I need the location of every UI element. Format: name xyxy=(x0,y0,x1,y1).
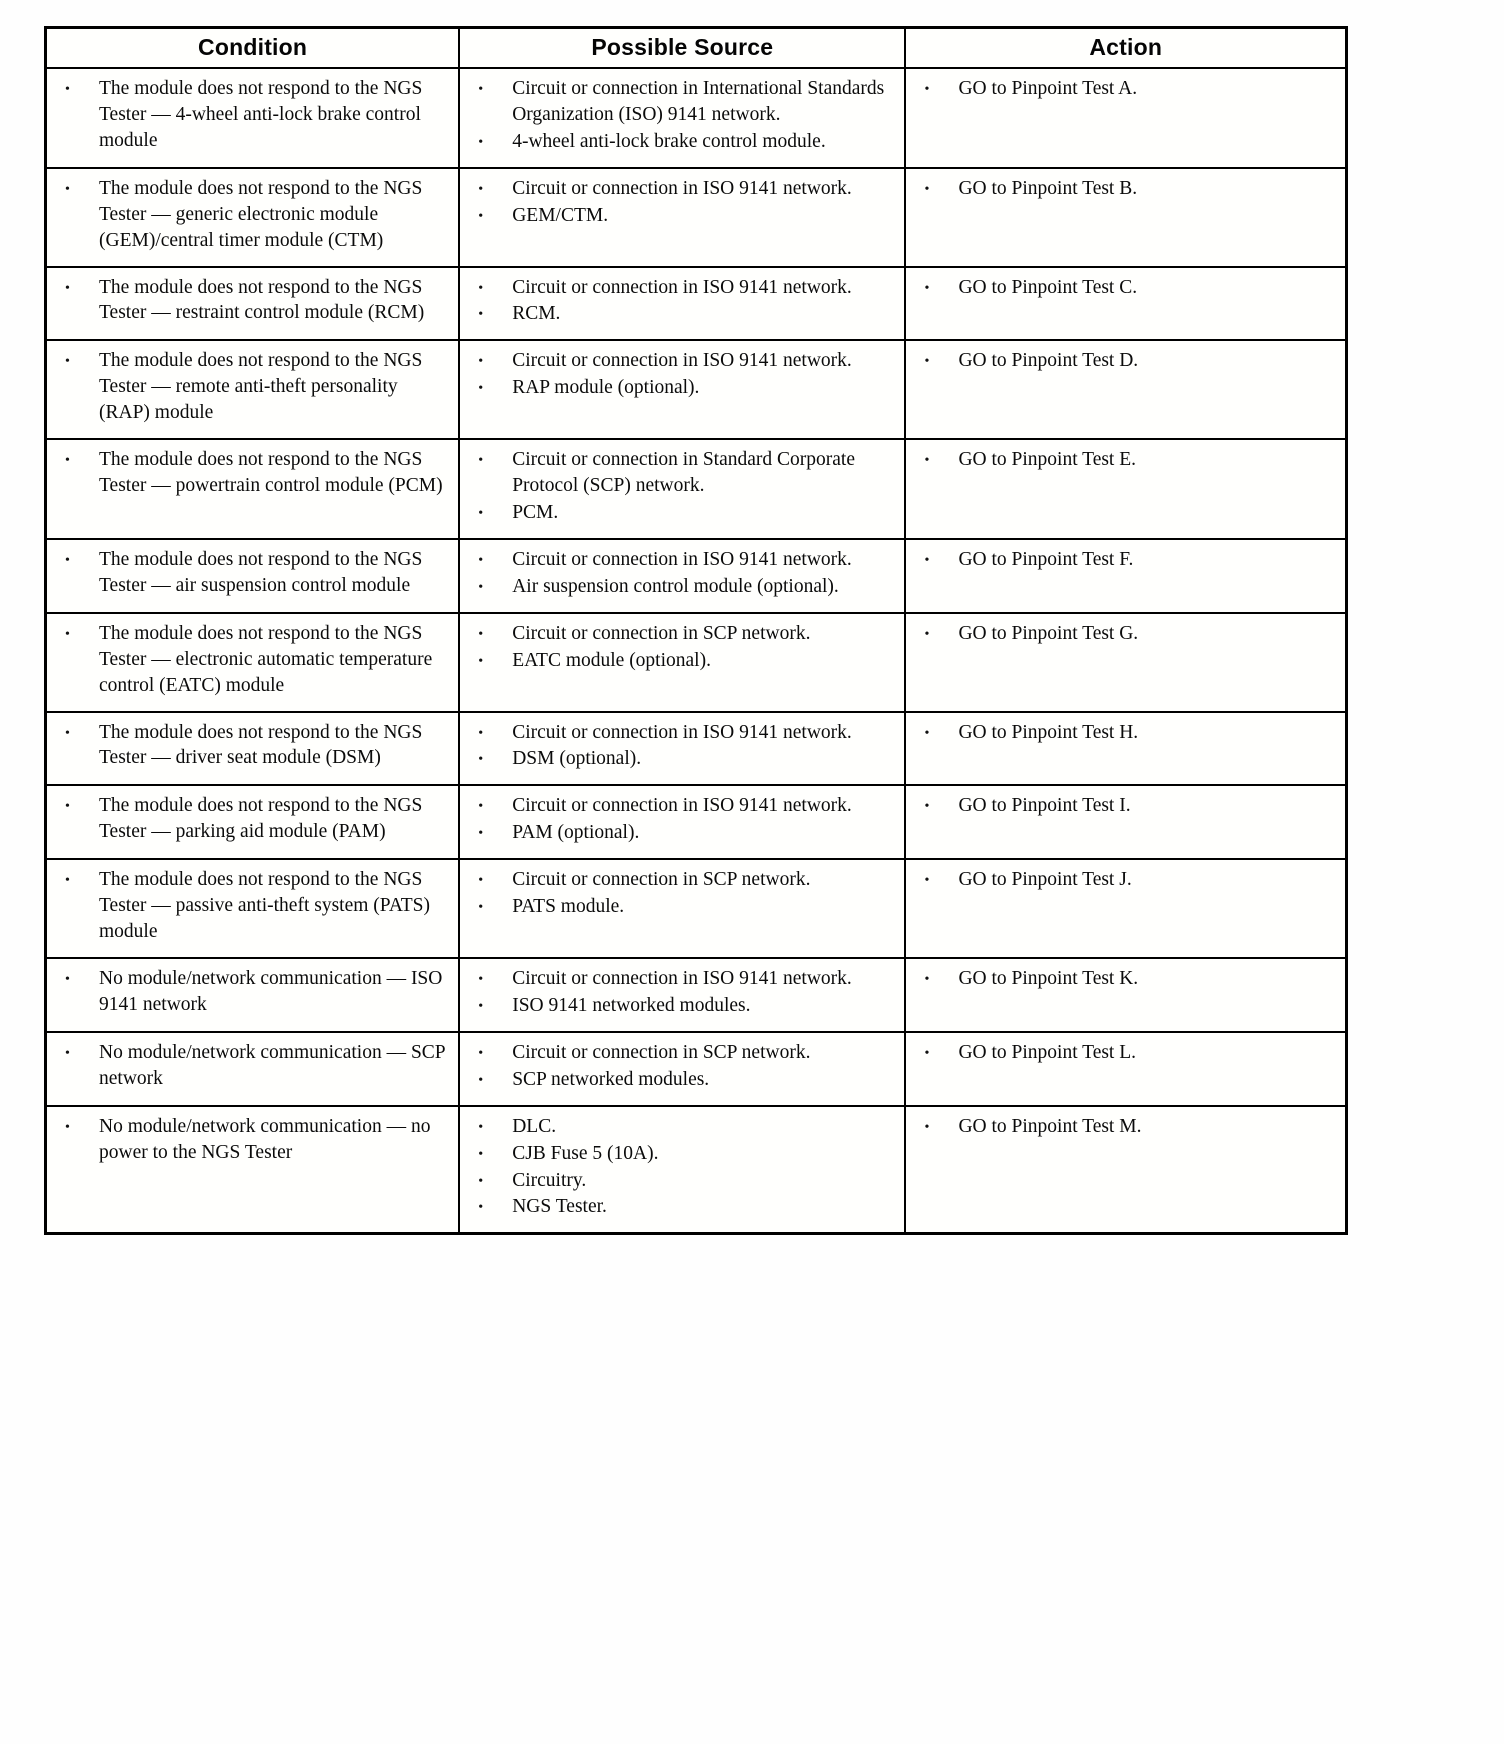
header-condition: Condition xyxy=(46,28,460,69)
source-text: ISO 9141 networked modules. xyxy=(512,994,751,1016)
action-cell xyxy=(905,340,1346,439)
source-text: Circuit or connection in SCP network. xyxy=(512,1041,811,1063)
bullet-icon: • xyxy=(478,505,484,521)
source-text: NGS Tester. xyxy=(512,1196,607,1218)
source-text: PCM. xyxy=(512,501,559,523)
source-text: DSM (optional). xyxy=(512,748,642,770)
condition-cell xyxy=(46,712,460,786)
bullet-icon: • xyxy=(478,826,484,842)
action-item xyxy=(920,447,1333,473)
bullet-icon: • xyxy=(478,1045,484,1061)
source-item xyxy=(474,574,892,600)
condition-text: The module does not respond to the NGS Tester — passive anti-theft system (PATS) module xyxy=(99,869,430,943)
table-body xyxy=(46,68,1347,1234)
source-text: GEM/CTM. xyxy=(512,204,609,226)
condition-text: The module does not respond to the NGS Tester — electronic automatic temperature control (EATC) module xyxy=(99,622,433,696)
table-row xyxy=(46,267,1347,341)
condition-cell xyxy=(46,340,460,439)
table-row xyxy=(46,859,1347,958)
source-text: Circuit or connection in ISO 9141 network. xyxy=(512,795,852,817)
source-text: PAM (optional). xyxy=(512,822,640,844)
action-text: GO to Pinpoint Test D. xyxy=(958,350,1139,372)
source-cell xyxy=(459,168,905,267)
header-row xyxy=(46,28,1347,69)
bullet-icon: • xyxy=(65,1045,70,1061)
bullet-icon: • xyxy=(478,280,484,296)
bullet-icon: • xyxy=(478,799,484,815)
bullet-icon: • xyxy=(478,1200,484,1216)
condition-text: The module does not respond to the NGS Tester — driver seat module (DSM) xyxy=(99,721,423,769)
source-item xyxy=(474,1168,892,1194)
bullet-icon: • xyxy=(478,1146,484,1162)
bullet-icon: • xyxy=(65,181,70,197)
condition-item xyxy=(61,966,446,1018)
bullet-icon: • xyxy=(478,752,484,768)
action-item xyxy=(920,1040,1333,1066)
source-item xyxy=(474,76,892,128)
action-item xyxy=(920,621,1333,647)
action-item xyxy=(920,348,1333,374)
condition-item xyxy=(61,621,446,699)
condition-cell xyxy=(46,1032,460,1106)
condition-text: No module/network communication — ISO 9141 network xyxy=(99,967,443,1015)
source-text: Circuit or connection in ISO 9141 network. xyxy=(512,548,852,570)
bullet-icon: • xyxy=(65,453,70,469)
condition-cell xyxy=(46,68,460,168)
action-text: GO to Pinpoint Test E. xyxy=(958,449,1137,471)
condition-item xyxy=(61,447,446,499)
action-text: GO to Pinpoint Test C. xyxy=(958,276,1138,298)
source-cell xyxy=(459,859,905,958)
condition-text: No module/network communication — SCP network xyxy=(99,1041,445,1089)
condition-cell xyxy=(46,1106,460,1234)
bullet-icon: • xyxy=(478,208,484,224)
source-cell xyxy=(459,267,905,341)
source-text: RCM. xyxy=(512,303,561,325)
action-cell xyxy=(905,712,1346,786)
action-item xyxy=(920,867,1333,893)
action-item xyxy=(920,547,1333,573)
condition-cell xyxy=(46,613,460,712)
condition-cell xyxy=(46,958,460,1032)
bullet-icon: • xyxy=(478,725,484,741)
source-item xyxy=(474,301,892,327)
source-item xyxy=(474,547,892,573)
source-cell xyxy=(459,1106,905,1234)
source-text: Circuit or connection in International Standards Organization (ISO) 9141 network. xyxy=(512,78,885,125)
condition-item xyxy=(61,76,446,154)
bullet-icon: • xyxy=(478,998,484,1014)
source-text: Circuit or connection in ISO 9141 network. xyxy=(512,276,852,298)
bullet-icon: • xyxy=(65,82,70,97)
source-item xyxy=(474,176,892,202)
source-item xyxy=(474,1194,892,1220)
source-text: EATC module (optional). xyxy=(512,649,711,671)
bullet-icon: • xyxy=(924,181,930,197)
table-row xyxy=(46,785,1347,859)
bullet-icon: • xyxy=(924,1119,930,1135)
bullet-icon: • xyxy=(924,626,930,642)
condition-text: The module does not respond to the NGS Tester — parking aid module (PAM) xyxy=(99,795,423,843)
source-text: Circuit or connection in SCP network. xyxy=(512,869,811,891)
condition-text: The module does not respond to the NGS Tester — remote anti-theft personality (RAP) module xyxy=(99,350,423,424)
action-text: GO to Pinpoint Test B. xyxy=(958,177,1138,199)
source-cell xyxy=(459,539,905,613)
bullet-icon: • xyxy=(478,453,484,469)
table-row xyxy=(46,1106,1347,1234)
condition-text: The module does not respond to the NGS Tester — air suspension control module xyxy=(99,548,423,596)
condition-text: The module does not respond to the NGS Tester — restraint control module (RCM) xyxy=(99,276,425,324)
bullet-icon: • xyxy=(478,579,484,595)
source-item xyxy=(474,275,892,301)
source-text: Circuitry. xyxy=(512,1169,587,1191)
condition-cell xyxy=(46,785,460,859)
source-cell xyxy=(459,613,905,712)
source-item xyxy=(474,648,892,674)
action-text: GO to Pinpoint Test K. xyxy=(958,967,1139,989)
condition-cell xyxy=(46,539,460,613)
bullet-icon: • xyxy=(478,1072,484,1088)
source-item xyxy=(474,720,892,746)
source-text: DLC. xyxy=(512,1115,557,1137)
condition-text: The module does not respond to the NGS Tester — 4-wheel anti-lock brake control module xyxy=(99,78,423,151)
condition-cell xyxy=(46,859,460,958)
source-cell xyxy=(459,1032,905,1106)
bullet-icon: • xyxy=(924,453,930,469)
action-item xyxy=(920,275,1333,301)
condition-cell xyxy=(46,168,460,267)
action-cell xyxy=(905,1032,1346,1106)
source-cell xyxy=(459,68,905,168)
condition-text: The module does not respond to the NGS Tester — powertrain control module (PCM) xyxy=(99,449,443,497)
condition-item xyxy=(61,275,446,327)
bullet-icon: • xyxy=(65,354,70,370)
condition-cell xyxy=(46,267,460,341)
bullet-icon: • xyxy=(478,1173,484,1189)
diagnostic-table xyxy=(44,26,1348,1235)
header-possible-source: Possible Source xyxy=(459,28,905,69)
bullet-icon: • xyxy=(924,873,930,889)
table-row xyxy=(46,613,1347,712)
source-item xyxy=(474,1040,892,1066)
bullet-icon: • xyxy=(65,725,70,741)
bullet-icon: • xyxy=(478,307,484,323)
condition-item xyxy=(61,867,446,945)
action-text: GO to Pinpoint Test F. xyxy=(958,548,1134,570)
table-row xyxy=(46,539,1347,613)
bullet-icon: • xyxy=(924,354,930,370)
action-cell xyxy=(905,539,1346,613)
source-text: Circuit or connection in ISO 9141 network. xyxy=(512,350,852,372)
action-text: GO to Pinpoint Test J. xyxy=(958,869,1132,891)
bullet-icon: • xyxy=(65,552,70,568)
source-item xyxy=(474,203,892,229)
source-text: Circuit or connection in ISO 9141 network. xyxy=(512,721,852,743)
action-text: GO to Pinpoint Test L. xyxy=(958,1041,1137,1063)
action-cell xyxy=(905,267,1346,341)
action-cell xyxy=(905,439,1346,539)
source-cell xyxy=(459,439,905,539)
source-item xyxy=(474,746,892,772)
action-item xyxy=(920,966,1333,992)
source-item xyxy=(474,894,892,920)
action-item xyxy=(920,176,1333,202)
action-cell xyxy=(905,613,1346,712)
condition-item xyxy=(61,176,446,254)
action-item xyxy=(920,720,1333,746)
source-text: SCP networked modules. xyxy=(512,1068,710,1090)
bullet-icon: • xyxy=(924,552,930,568)
bullet-icon: • xyxy=(65,280,70,296)
source-text: CJB Fuse 5 (10A). xyxy=(512,1142,659,1164)
action-cell xyxy=(905,958,1346,1032)
action-text: GO to Pinpoint Test G. xyxy=(958,622,1139,644)
action-cell xyxy=(905,168,1346,267)
bullet-icon: • xyxy=(478,653,484,669)
source-item xyxy=(474,1067,892,1093)
source-text: Circuit or connection in SCP network. xyxy=(512,622,811,644)
bullet-icon: • xyxy=(478,626,484,642)
action-item xyxy=(920,1114,1333,1140)
table-row xyxy=(46,68,1347,168)
action-text: GO to Pinpoint Test M. xyxy=(958,1115,1142,1137)
source-text: Air suspension control module (optional). xyxy=(512,575,839,597)
bullet-icon: • xyxy=(65,873,70,889)
bullet-icon: • xyxy=(478,552,484,568)
bullet-icon: • xyxy=(478,900,484,916)
condition-item xyxy=(61,793,446,845)
bullet-icon: • xyxy=(478,181,484,197)
source-cell xyxy=(459,785,905,859)
source-item xyxy=(474,820,892,846)
bullet-icon: • xyxy=(65,971,70,987)
action-item xyxy=(920,793,1333,819)
condition-item xyxy=(61,720,446,772)
bullet-icon: • xyxy=(65,626,70,642)
bullet-icon: • xyxy=(924,1045,930,1061)
source-cell xyxy=(459,958,905,1032)
bullet-icon: • xyxy=(924,280,930,296)
condition-item xyxy=(61,1114,446,1166)
source-item xyxy=(474,500,892,526)
source-text: Circuit or connection in ISO 9141 network. xyxy=(512,177,852,199)
bullet-icon: • xyxy=(924,725,930,741)
action-text: GO to Pinpoint Test A. xyxy=(958,78,1138,99)
source-text: PATS module. xyxy=(512,896,625,918)
bullet-icon: • xyxy=(478,873,484,889)
bullet-icon: • xyxy=(478,354,484,370)
header-action: Action xyxy=(905,28,1346,69)
source-item xyxy=(474,375,892,401)
source-text: RAP module (optional). xyxy=(512,377,700,399)
table-row xyxy=(46,439,1347,539)
action-cell xyxy=(905,859,1346,958)
action-item xyxy=(920,76,1333,102)
condition-cell xyxy=(46,439,460,539)
source-cell xyxy=(459,340,905,439)
condition-item xyxy=(61,547,446,599)
condition-text: No module/network communication — no power to the NGS Tester xyxy=(99,1115,431,1163)
source-item xyxy=(474,348,892,374)
action-cell xyxy=(905,68,1346,168)
source-item xyxy=(474,1141,892,1167)
source-cell xyxy=(459,712,905,786)
action-cell xyxy=(905,785,1346,859)
table-row xyxy=(46,168,1347,267)
source-text: 4-wheel anti-lock brake control module. xyxy=(512,130,826,152)
action-cell xyxy=(905,1106,1346,1234)
source-item xyxy=(474,621,892,647)
bullet-icon: • xyxy=(478,134,484,150)
source-item xyxy=(474,993,892,1019)
bullet-icon: • xyxy=(478,1119,484,1135)
source-item xyxy=(474,793,892,819)
source-item xyxy=(474,129,892,155)
source-text: Circuit or connection in Standard Corporate Protocol (SCP) network. xyxy=(512,449,855,497)
bullet-icon: • xyxy=(924,799,930,815)
table-row xyxy=(46,712,1347,786)
source-item xyxy=(474,447,892,499)
source-item xyxy=(474,966,892,992)
condition-item xyxy=(61,1040,446,1092)
table-row xyxy=(46,340,1347,439)
bullet-icon: • xyxy=(478,971,484,987)
source-item xyxy=(474,867,892,893)
action-text: GO to Pinpoint Test I. xyxy=(958,795,1131,817)
source-text: Circuit or connection in ISO 9141 network. xyxy=(512,967,852,989)
bullet-icon: • xyxy=(478,381,484,397)
action-text: GO to Pinpoint Test H. xyxy=(958,721,1139,743)
table-row xyxy=(46,958,1347,1032)
table-row xyxy=(46,1032,1347,1106)
condition-item xyxy=(61,348,446,426)
bullet-icon: • xyxy=(65,1119,70,1135)
bullet-icon: • xyxy=(924,971,930,987)
condition-text: The module does not respond to the NGS Tester — generic electronic module (GEM)/central timer module (CTM) xyxy=(99,177,423,251)
bullet-icon: • xyxy=(924,82,930,97)
bullet-icon: • xyxy=(478,82,484,97)
source-item xyxy=(474,1114,892,1140)
bullet-icon: • xyxy=(65,799,70,815)
